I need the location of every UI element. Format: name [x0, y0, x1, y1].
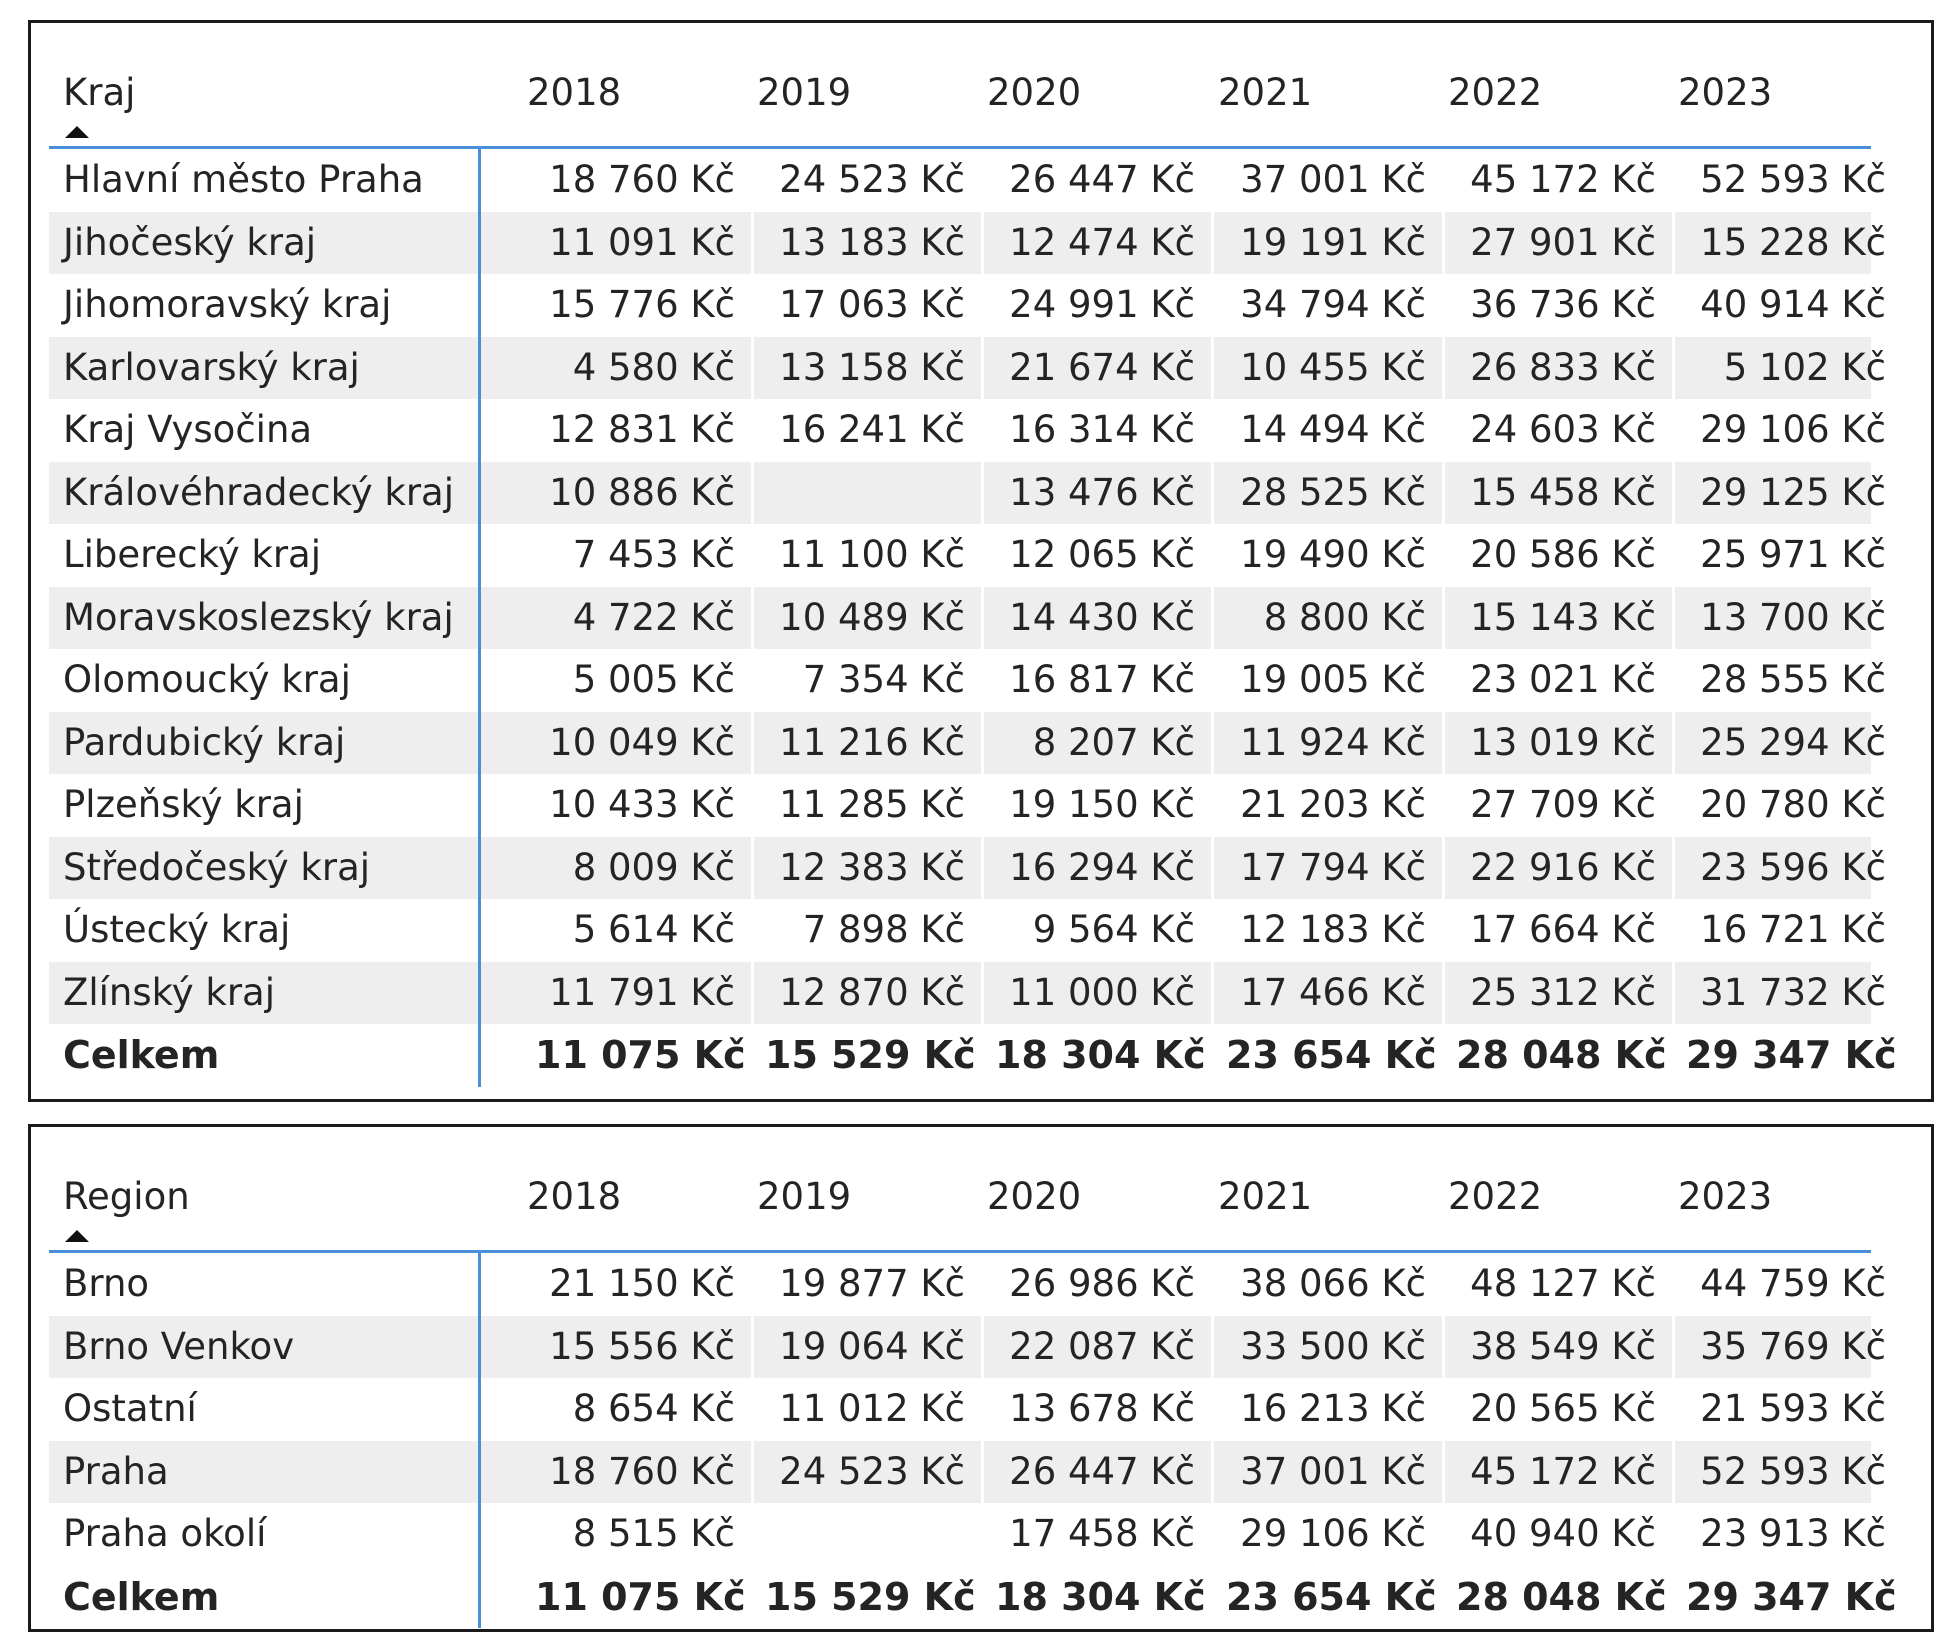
total-value: 15 529 Kč	[765, 1033, 976, 1077]
value-cell: 4 580 Kč	[572, 345, 735, 389]
column-separator	[1211, 1441, 1214, 1504]
value-cell: 52 593 Kč	[1700, 158, 1886, 201]
column-header-year[interactable]: 2019	[757, 71, 852, 114]
total-value: 18 304 Kč	[995, 1574, 1206, 1619]
table-row[interactable]	[49, 524, 1886, 587]
value-cell: 10 455 Kč	[1240, 345, 1426, 389]
value-cell: 9 564 Kč	[1032, 908, 1195, 951]
column-separator	[1672, 212, 1675, 275]
column-separator	[981, 1441, 984, 1504]
value-cell: 22 916 Kč	[1470, 845, 1656, 889]
column-header-kraj[interactable]: Kraj	[63, 71, 136, 114]
value-cell: 40 914 Kč	[1700, 283, 1886, 326]
table-row[interactable]	[49, 399, 1886, 462]
value-cell: 25 971 Kč	[1700, 533, 1886, 576]
value-cell: 26 447 Kč	[1009, 158, 1195, 201]
total-value: 15 529 Kč	[765, 1574, 976, 1619]
value-cell: 18 760 Kč	[549, 1449, 735, 1493]
column-separator	[1442, 837, 1445, 900]
column-separator	[1442, 587, 1445, 650]
value-cell: 13 158 Kč	[779, 345, 965, 389]
value-cell: 28 525 Kč	[1240, 470, 1426, 514]
value-cell: 14 494 Kč	[1240, 408, 1426, 451]
table-row[interactable]	[49, 337, 1886, 400]
total-row[interactable]	[49, 1566, 1897, 1629]
column-separator	[1672, 1316, 1675, 1379]
column-separator	[751, 712, 754, 775]
column-header-row	[49, 1145, 1871, 1253]
row-label: Olomoucký kraj	[63, 658, 351, 701]
value-cell: 19 490 Kč	[1240, 533, 1426, 576]
column-separator	[1442, 712, 1445, 775]
total-value: 18 304 Kč	[995, 1033, 1206, 1077]
value-cell: 17 458 Kč	[1009, 1512, 1195, 1555]
value-cell: 11 791 Kč	[549, 970, 735, 1014]
row-label: Pardubický kraj	[63, 720, 346, 764]
column-separator	[1211, 337, 1214, 400]
column-separator	[1442, 462, 1445, 525]
value-cell: 8 207 Kč	[1032, 720, 1195, 764]
value-cell: 12 870 Kč	[779, 970, 965, 1014]
table-row[interactable]	[49, 1441, 1886, 1504]
value-cell: 15 556 Kč	[549, 1324, 735, 1368]
total-value: 23 654 Kč	[1226, 1033, 1437, 1077]
column-header-year[interactable]: 2023	[1678, 1175, 1773, 1218]
column-separator	[981, 1316, 984, 1379]
value-cell: 25 294 Kč	[1700, 720, 1886, 764]
total-value: 23 654 Kč	[1226, 1574, 1437, 1619]
value-cell: 19 877 Kč	[779, 1262, 965, 1305]
value-cell: 16 213 Kč	[1240, 1387, 1426, 1430]
column-header-year[interactable]: 2020	[987, 1175, 1082, 1218]
column-separator	[981, 962, 984, 1025]
table-row[interactable]	[49, 274, 1886, 337]
value-cell: 8 515 Kč	[572, 1512, 735, 1555]
value-cell: 5 614 Kč	[572, 908, 735, 951]
value-cell: 10 433 Kč	[549, 783, 735, 826]
value-cell: 24 523 Kč	[779, 158, 965, 201]
value-cell: 4 722 Kč	[572, 595, 735, 639]
value-cell: 26 986 Kč	[1009, 1262, 1195, 1305]
row-label: Středočeský kraj	[63, 845, 371, 889]
value-cell: 19 150 Kč	[1009, 783, 1195, 826]
value-cell: 16 817 Kč	[1009, 658, 1195, 701]
row-label: Brno	[63, 1262, 150, 1305]
column-separator	[1672, 462, 1675, 525]
row-label: Moravskoslezský kraj	[63, 595, 454, 639]
value-cell: 11 216 Kč	[779, 720, 965, 764]
column-separator	[981, 712, 984, 775]
value-cell: 19 064 Kč	[779, 1324, 965, 1368]
value-cell: 17 664 Kč	[1470, 908, 1656, 951]
column-separator	[1672, 837, 1675, 900]
value-cell: 5 102 Kč	[1723, 345, 1886, 389]
table-row[interactable]	[49, 149, 1886, 212]
value-cell: 20 586 Kč	[1470, 533, 1656, 576]
column-separator	[1672, 712, 1675, 775]
column-separator	[1442, 1316, 1445, 1379]
column-separator	[1211, 837, 1214, 900]
value-cell: 7 453 Kč	[572, 533, 735, 576]
column-separator	[981, 462, 984, 525]
value-cell: 26 447 Kč	[1009, 1449, 1195, 1493]
value-cell: 22 087 Kč	[1009, 1324, 1195, 1368]
row-header-divider	[478, 149, 481, 1087]
table-row[interactable]	[49, 712, 1886, 775]
column-separator	[751, 212, 754, 275]
row-label: Hlavní město Praha	[63, 158, 424, 201]
value-cell: 40 940 Kč	[1470, 1512, 1656, 1555]
value-cell: 16 294 Kč	[1009, 845, 1195, 889]
table-row[interactable]	[49, 1378, 1886, 1441]
table-row[interactable]	[49, 212, 1886, 275]
column-separator	[1211, 462, 1214, 525]
total-value: 28 048 Kč	[1456, 1033, 1667, 1077]
kraj-matrix-panel	[28, 20, 1934, 1102]
total-value: 29 347 Kč	[1686, 1574, 1897, 1619]
row-header-divider	[478, 1253, 481, 1628]
table-row[interactable]	[49, 587, 1886, 650]
total-label: Celkem	[63, 1574, 220, 1619]
value-cell: 29 125 Kč	[1700, 470, 1886, 514]
value-cell: 11 000 Kč	[1009, 970, 1195, 1014]
value-cell: 15 776 Kč	[549, 283, 735, 326]
row-label: Jihomoravský kraj	[63, 283, 392, 326]
value-cell: 24 991 Kč	[1009, 283, 1195, 326]
table-row[interactable]	[49, 837, 1886, 900]
kraj-matrix	[49, 41, 1897, 1087]
column-separator	[751, 337, 754, 400]
value-cell: 12 474 Kč	[1009, 220, 1195, 264]
value-cell: 16 721 Kč	[1700, 908, 1886, 951]
column-separator	[1211, 212, 1214, 275]
column-separator	[751, 1316, 754, 1379]
value-cell: 27 901 Kč	[1470, 220, 1656, 264]
total-row[interactable]	[49, 1024, 1897, 1087]
row-label: Kraj Vysočina	[63, 408, 313, 451]
value-cell: 11 091 Kč	[549, 220, 735, 264]
row-label: Brno Venkov	[63, 1324, 295, 1368]
value-cell: 12 183 Kč	[1240, 908, 1426, 951]
value-cell: 13 476 Kč	[1009, 470, 1195, 514]
column-separator	[1442, 212, 1445, 275]
value-cell: 17 466 Kč	[1240, 970, 1426, 1014]
column-separator	[1672, 1441, 1675, 1504]
column-separator	[1211, 962, 1214, 1025]
column-header-year[interactable]: 2022	[1448, 71, 1543, 114]
value-cell: 11 100 Kč	[779, 533, 965, 576]
table-row[interactable]	[49, 774, 1886, 837]
total-value: 29 347 Kč	[1686, 1033, 1897, 1077]
value-cell: 13 678 Kč	[1009, 1387, 1195, 1430]
column-header-year[interactable]: 2021	[1218, 71, 1313, 114]
value-cell: 13 700 Kč	[1700, 595, 1886, 639]
value-cell: 12 831 Kč	[549, 408, 735, 451]
column-header-year[interactable]: 2022	[1448, 1175, 1543, 1218]
column-header-row	[49, 41, 1871, 149]
value-cell: 38 549 Kč	[1470, 1324, 1656, 1368]
value-cell: 33 500 Kč	[1240, 1324, 1426, 1368]
value-cell: 12 383 Kč	[779, 845, 965, 889]
value-cell: 10 489 Kč	[779, 595, 965, 639]
value-cell: 45 172 Kč	[1470, 158, 1656, 201]
value-cell: 10 886 Kč	[549, 470, 735, 514]
value-cell: 45 172 Kč	[1470, 1449, 1656, 1493]
column-header-year[interactable]: 2020	[987, 71, 1082, 114]
column-separator	[751, 587, 754, 650]
total-label: Celkem	[63, 1033, 220, 1077]
row-label: Liberecký kraj	[63, 533, 322, 576]
column-separator	[981, 337, 984, 400]
value-cell: 21 150 Kč	[549, 1262, 735, 1305]
value-cell: 13 019 Kč	[1470, 720, 1656, 764]
value-cell: 24 523 Kč	[779, 1449, 965, 1493]
value-cell: 26 833 Kč	[1470, 345, 1656, 389]
column-header-year[interactable]: 2018	[527, 71, 622, 114]
value-cell: 29 106 Kč	[1240, 1512, 1426, 1555]
region-matrix-panel	[28, 1124, 1934, 1632]
column-separator	[981, 837, 984, 900]
column-header-year[interactable]: 2018	[527, 1175, 622, 1218]
column-separator	[751, 837, 754, 900]
column-separator	[751, 1441, 754, 1504]
value-cell: 28 555 Kč	[1700, 658, 1886, 701]
value-cell: 5 005 Kč	[572, 658, 735, 701]
column-separator	[1442, 962, 1445, 1025]
value-cell: 27 709 Kč	[1470, 783, 1656, 826]
value-cell: 44 759 Kč	[1700, 1262, 1886, 1305]
value-cell: 23 596 Kč	[1700, 845, 1886, 889]
value-cell: 36 736 Kč	[1470, 283, 1656, 326]
sort-ascending-icon[interactable]	[65, 1230, 89, 1242]
matrix-body	[49, 1253, 1897, 1628]
value-cell: 48 127 Kč	[1470, 1262, 1656, 1305]
value-cell: 14 430 Kč	[1009, 595, 1195, 639]
column-header-region[interactable]: Region	[63, 1175, 190, 1218]
value-cell: 21 593 Kč	[1700, 1387, 1886, 1430]
value-cell: 25 312 Kč	[1470, 970, 1656, 1014]
value-cell: 21 674 Kč	[1009, 345, 1195, 389]
matrix-body	[49, 149, 1897, 1087]
value-cell: 8 800 Kč	[1263, 595, 1426, 639]
column-separator	[1211, 1316, 1214, 1379]
sort-ascending-icon[interactable]	[65, 126, 89, 138]
value-cell: 10 049 Kč	[549, 720, 735, 764]
column-header-year[interactable]: 2019	[757, 1175, 852, 1218]
value-cell: 13 183 Kč	[779, 220, 965, 264]
row-label: Praha okolí	[63, 1512, 267, 1555]
value-cell: 16 314 Kč	[1009, 408, 1195, 451]
value-cell: 11 924 Kč	[1240, 720, 1426, 764]
value-cell: 8 009 Kč	[572, 845, 735, 889]
row-label: Královéhradecký kraj	[63, 470, 455, 514]
value-cell: 37 001 Kč	[1240, 158, 1426, 201]
value-cell	[765, 462, 965, 525]
total-value: 11 075 Kč	[535, 1033, 746, 1077]
column-header-year[interactable]: 2023	[1678, 71, 1773, 114]
value-cell: 18 760 Kč	[549, 158, 735, 201]
table-row[interactable]	[49, 462, 1886, 525]
value-cell: 8 654 Kč	[572, 1387, 735, 1430]
value-cell	[765, 1503, 965, 1566]
value-cell: 17 063 Kč	[779, 283, 965, 326]
column-separator	[1672, 587, 1675, 650]
row-label: Plzeňský kraj	[63, 783, 304, 826]
value-cell: 52 593 Kč	[1700, 1449, 1886, 1493]
table-row[interactable]	[49, 1253, 1886, 1316]
row-label: Karlovarský kraj	[63, 345, 360, 389]
value-cell: 38 066 Kč	[1240, 1262, 1426, 1305]
column-separator	[751, 962, 754, 1025]
column-separator	[751, 462, 754, 525]
value-cell: 23 021 Kč	[1470, 658, 1656, 701]
value-cell: 34 794 Kč	[1240, 283, 1426, 326]
row-label: Praha	[63, 1449, 169, 1493]
column-separator	[1211, 587, 1214, 650]
value-cell: 24 603 Kč	[1470, 408, 1656, 451]
value-cell: 7 354 Kč	[802, 658, 965, 701]
column-separator	[1442, 337, 1445, 400]
column-separator	[1672, 962, 1675, 1025]
value-cell: 7 898 Kč	[802, 908, 965, 951]
value-cell: 15 143 Kč	[1470, 595, 1656, 639]
value-cell: 21 203 Kč	[1240, 783, 1426, 826]
value-cell: 15 458 Kč	[1470, 470, 1656, 514]
column-separator	[1442, 1441, 1445, 1504]
column-header-year[interactable]: 2021	[1218, 1175, 1313, 1218]
table-row[interactable]	[49, 962, 1886, 1025]
row-label: Ústecký kraj	[63, 908, 291, 951]
value-cell: 37 001 Kč	[1240, 1449, 1426, 1493]
value-cell: 19 191 Kč	[1240, 220, 1426, 264]
column-separator	[981, 587, 984, 650]
value-cell: 20 780 Kč	[1700, 783, 1886, 826]
value-cell: 23 913 Kč	[1700, 1512, 1886, 1555]
value-cell: 31 732 Kč	[1700, 970, 1886, 1014]
value-cell: 15 228 Kč	[1700, 220, 1886, 264]
table-row[interactable]	[49, 1503, 1886, 1566]
value-cell: 16 241 Kč	[779, 408, 965, 451]
value-cell: 17 794 Kč	[1240, 845, 1426, 889]
total-value: 28 048 Kč	[1456, 1574, 1667, 1619]
column-separator	[981, 212, 984, 275]
table-row[interactable]	[49, 899, 1886, 962]
table-row[interactable]	[49, 1316, 1886, 1379]
row-label: Ostatní	[63, 1387, 197, 1430]
table-row[interactable]	[49, 649, 1886, 712]
value-cell: 29 106 Kč	[1700, 408, 1886, 451]
region-matrix	[49, 1145, 1897, 1628]
row-label: Jihočeský kraj	[63, 220, 317, 264]
row-label: Zlínský kraj	[63, 970, 275, 1014]
column-separator	[1211, 712, 1214, 775]
value-cell: 20 565 Kč	[1470, 1387, 1656, 1430]
value-cell: 11 285 Kč	[779, 783, 965, 826]
value-cell: 12 065 Kč	[1009, 533, 1195, 576]
value-cell: 35 769 Kč	[1700, 1324, 1886, 1368]
value-cell: 11 012 Kč	[779, 1387, 965, 1430]
value-cell: 19 005 Kč	[1240, 658, 1426, 701]
total-value: 11 075 Kč	[535, 1574, 746, 1619]
column-separator	[1672, 337, 1675, 400]
